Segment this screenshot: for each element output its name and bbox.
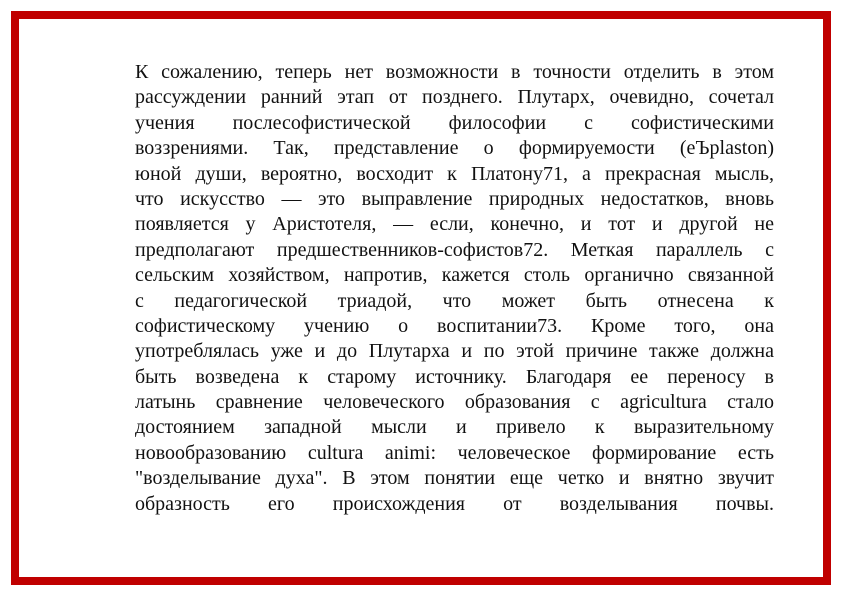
paragraph-line: К сожалению, теперь нет возможности в точности отделить в этом [135,61,774,83]
paragraph-line: воззрениями. Так, представление о формируемости (eЪplaston) [135,137,774,160]
paragraph-line: сельским хозяйством, напротив, кажется столь органично связанной [135,264,774,287]
paragraph-line: рассуждении ранний этап от позднего. Плутарх, очевидно, сочетал [135,86,774,109]
paragraph-line: софистическому учению о воспитании73. Кроме того, она [135,314,774,337]
paragraph-line: употреблялась уже и до Плутарха и по этой причине также должна [135,340,774,363]
paragraph-line: новообразованию cultura animi: человеческое формирование есть [135,441,774,464]
body-paragraph [135,60,774,517]
paragraph-line: достоянием западной мысли и привело к выразительному [135,416,774,439]
paragraph-line: образность его происхождения от возделывания почвы. [135,492,774,515]
paragraph-line: "возделывание духа". В этом понятии еще четко и внятно звучит [135,467,774,490]
paragraph-line: предполагают предшественников-софистов72. Меткая параллель с [135,238,774,261]
paragraph-line: что искусство — это выправление природных недостатков, вновь [135,187,774,210]
paragraph-line: учения послесофистической философии с софистическими [135,111,774,134]
paragraph-line: быть возведена к старому источнику. Благодаря ее переносу в [135,365,774,388]
paragraph-line: латынь сравнение человеческого образования с agricultura стало [135,391,774,414]
paragraph-line: юной души, вероятно, восходит к Платону71, а прекрасная мысль, [135,162,774,185]
paragraph-line: появляется у Аристотеля, — если, конечно, и тот и другой не [135,213,774,236]
paragraph-line: с педагогической триадой, что может быть отнесена к [135,289,774,312]
